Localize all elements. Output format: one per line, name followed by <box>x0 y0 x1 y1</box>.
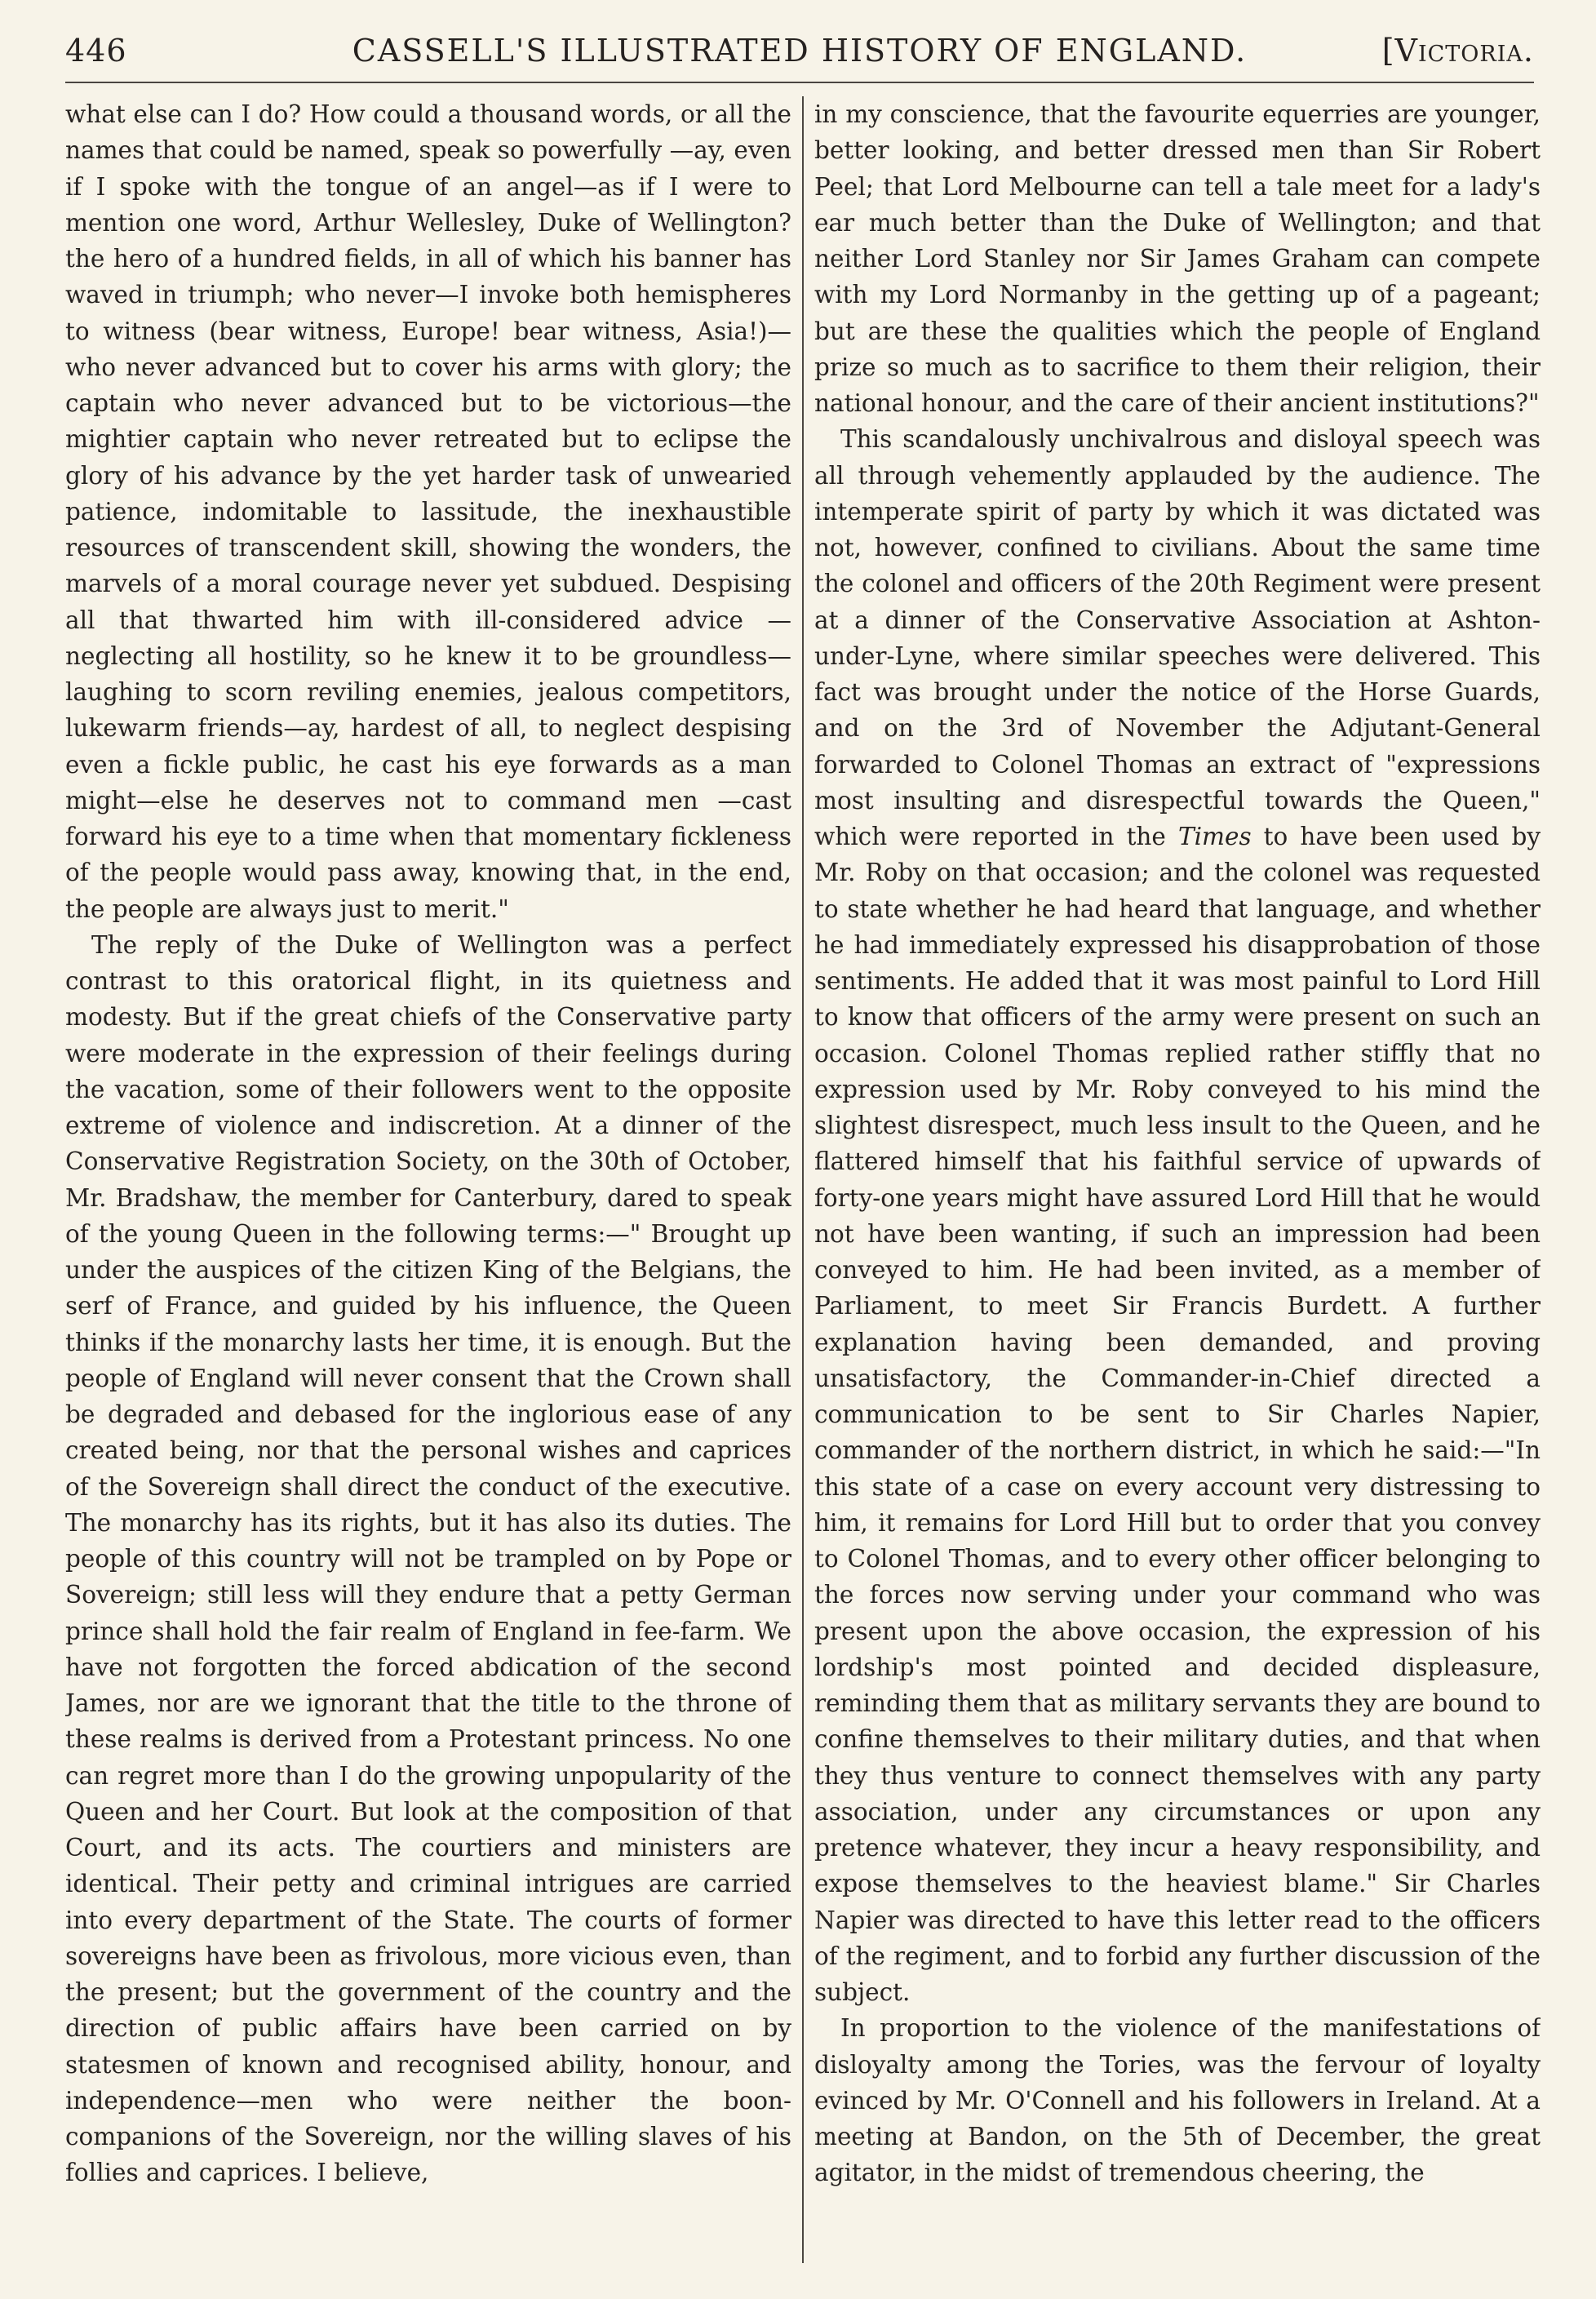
right-paragraph-2-part-b: to have been used by Mr. Roby on that occasion; and the colonel was requested to state whether he had heard that language, and whether he had immediately expressed his disapprobation of those sentiments. He added that it was most painful to Lord Hill to know that officers of the army were present on such an occasion. Colonel Thomas replied rather stiffly that no expression used by Mr. Roby conveyed to his mind the slightest disrespect, much less insult to the Queen, and he flattered himself that his faithful service of upwards of forty-one years might have assured Lord Hill that he would not have been wanting, if such an impression had been conveyed to him. He had been invited, as a member of Parliament, to meet Sir Francis Burdett. A further explanation having been demanded, and proving unsatisfactory, the Commander-in-Chief directed a communication to be sent to Sir Charles Napier, commander of the northern district, in which he said:—"In this state of a case on every account very distressing to him, it remains for Lord Hill but to order that you convey to Colonel Thomas, and to every other officer belonging to the forces now serving under your command who was present upon the above occasion, the expression of his lordship's most pointed and decided displeasure, reminding them that as military servants they are bound to confine themselves to their military duties, and that when they thus venture to connect themselves with any party association, under any circumstances or upon any pretence whatever, they incur a heavy responsibility, and expose themselves to the heaviest blame." Sir Charles Napier was directed to have this letter read to the officers of the regiment, and to forbid any further discussion of the subject. <box>814 823 1541 2006</box>
column-divider <box>802 96 804 2263</box>
left-paragraph-1: what else can I do? How could a thousand words, or all the names that could be named, speak so powerfully —ay, even if I spoke with the tongue of an angel—as if I were to mention one word, Arthur Wellesley, Duke of Wellington? the hero of a hundred fields, in all of which his banner has waved in triumph; who never—I invoke both hemispheres to witness (bear witness, Europe! bear witness, Asia!)—who never advanced but to cover his arms with glory; the captain who never advanced but to be victorious—the mightier captain who never retreated but to eclipse the glory of his advance by the yet harder task of unwearied patience, indomitable to lassitude, the inexhaustible resources of transcendent skill, showing the wonders, the marvels of a moral courage never yet subdued. Despising all that thwarted him with ill-considered advice —neglecting all hostility, so he knew it to be groundless—laughing to scorn reviling enemies, jealous competitors, lukewarm friends—ay, hardest of all, to neglect despising even a fickle public, he cast his eye forwards as a man might—else he deserves not to command men —cast forward his eye to a time when that momentary fickleness of the people would pass away, knowing that, in the end, the people are always just to merit." <box>65 100 791 923</box>
header-rule <box>65 82 1534 83</box>
page-number: 446 <box>65 33 127 69</box>
times-newspaper-title: Times <box>1177 823 1252 850</box>
left-paragraph-2: The reply of the Duke of Wellington was a perfect contrast to this oratorical flight, in its quietness and modesty. But if the great chiefs of the Conservative party were moderate in the expression of their feelings during the vacation, some of their followers went to the opposite extreme of violence and indiscretion. At a dinner of the Conservative Registration Society, on the 30th of October, Mr. Bradshaw, the member for Canterbury, dared to speak of the young Queen in the following terms:—" Brought up under the auspices of the citizen King of the Belgians, the serf of France, and guided by his influence, the Queen thinks if the monarchy lasts her time, it is enough. But the people of England will never consent that the Crown shall be degraded and debased for the inglorious ease of any created being, nor that the personal wishes and caprices of the Sovereign shall direct the conduct of the executive. The monarchy has its rights, but it has also its duties. The people of this country will not be trampled on by Pope or Sovereign; still less will they endure that a petty German prince shall hold the fair realm of England in fee-farm. We have not forgotten the forced abdication of the second James, nor are we ignorant that the title to the throne of these realms is derived from a Protestant princess. No one can regret more than I do the growing unpopularity of the Queen and her Court. But look at the composition of that Court, and its acts. The courtiers and ministers are identical. Their petty and criminal intrigues are carried into every department of the State. The courts of former sovereigns have been as frivolous, more vicious even, than the present; but the government of the country and the direction of public affairs have been carried on by statesmen of known and recognised ability, honour, and independence—men who were neither the boon-companions of the Sovereign, nor the willing slaves of his follies and caprices. I believe, <box>65 930 791 2187</box>
running-title: CASSELL'S ILLUSTRATED HISTORY OF ENGLAND. <box>352 33 1248 69</box>
right-paragraph-2 <box>814 421 1541 2010</box>
right-column <box>814 96 1541 2267</box>
right-paragraph-3: In proportion to the violence of the manifestations of disloyalty among the Tories, was the fervour of loyalty evinced by Mr. O'Connell and his followers in Ireland. At a meeting at Bandon, on the 5th of December, the great agitator, in the midst of tremendous cheering, the <box>814 2014 1541 2187</box>
left-column <box>65 96 791 2267</box>
running-head <box>65 33 1534 73</box>
right-paragraph-2-part-a: This scandalously unchivalrous and disloyal speech was all through vehemently applauded by the audience. The intemperate spirit of party by which it was dictated was not, however, confined to civilians. About the same time the colonel and officers of the 20th Regiment were present at a dinner of the Conservative Association at Ashton-under-Lyne, where similar speeches were delivered. This fact was brought under the notice of the Horse Guards, and on the 3rd of November the Adjutant-General forwarded to Colonel Thomas an extract of "expressions most insulting and disrespectful towards the Queen," which were reported in the <box>814 425 1541 850</box>
section-label: [Victoria. <box>1381 33 1534 69</box>
right-paragraph-1: in my conscience, that the favourite equerries are younger, better looking, and better dressed men than Sir Robert Peel; that Lord Melbourne can tell a tale meet for a lady's ear much better than the Duke of Wellington; and that neither Lord Stanley nor Sir James Graham can compete with my Lord Normanby in the getting up of a pageant; but are these the qualities which the people of England prize so much as to sacrifice to them their religion, their national honour, and the care of their ancient institutions?" <box>814 100 1541 417</box>
